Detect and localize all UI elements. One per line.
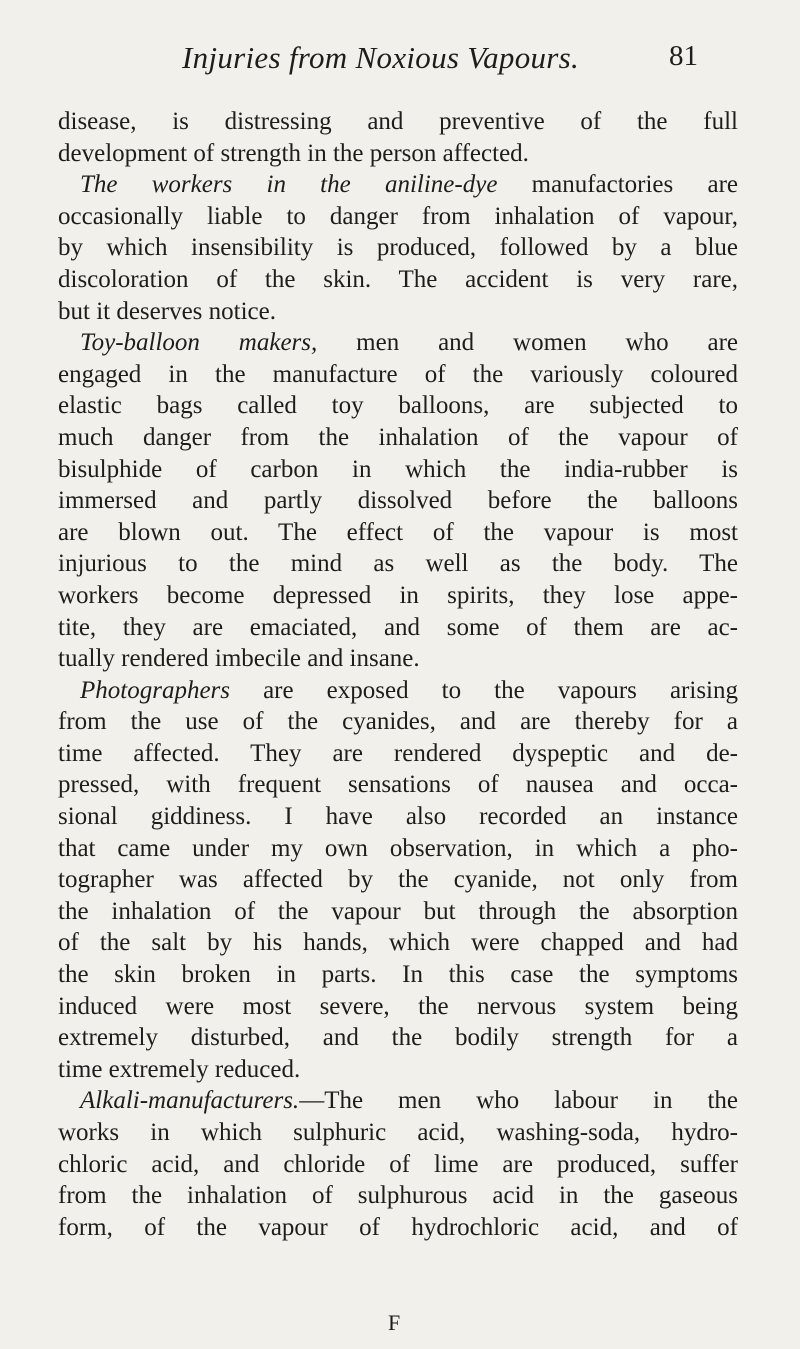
- text-line: are blown out. The effect of the vapour is most: [58, 518, 738, 546]
- text-line: extremely disturbed, and the bodily strength for a: [58, 1024, 738, 1052]
- text-line: from the inhalation of sulphurous acid in the gaseous: [58, 1182, 738, 1210]
- page-number: 81: [669, 40, 698, 72]
- text-line: [58, 1085, 738, 1117]
- running-title: Injuries from Noxious Vapours.: [182, 40, 580, 75]
- text-line: sional giddiness. I have also recorded an instance: [58, 803, 738, 831]
- text-line: much danger from the inhalation of the vapour of: [58, 423, 738, 451]
- text-line: tographer was affected by the cyanide, not only from: [58, 866, 738, 894]
- section-heading-toy-balloon: Toy-balloon makers,: [80, 329, 318, 357]
- text-line: elastic bags called toy balloons, are subjected to: [58, 392, 738, 420]
- text-line: bisulphide of carbon in which the india-rubber is: [58, 455, 738, 483]
- text-line: engaged in the manufacture of the variously coloured: [58, 360, 738, 388]
- body-text: [58, 106, 738, 1243]
- text-line: tite, they are emaciated, and some of them are ac-: [58, 613, 738, 641]
- text-line: chloric acid, and chloride of lime are produced, suffer: [58, 1150, 738, 1178]
- text-line: [58, 327, 738, 359]
- text-line: discoloration of the skin. The accident is very rare,: [58, 265, 738, 293]
- section-heading-aniline: The workers in the aniline-dye: [80, 171, 498, 199]
- text-line: workers become depressed in spirits, they lose appe-: [58, 581, 738, 609]
- text-line: form, of the vapour of hydrochloric acid, and of: [58, 1213, 738, 1241]
- text-line: the inhalation of the vapour but through the absorption: [58, 897, 738, 925]
- text-line: that came under my own observation, in which a pho-: [58, 834, 738, 862]
- section-heading-alkali: Alkali-manufacturers.: [80, 1087, 300, 1115]
- text-line: time extremely reduced.: [58, 1055, 301, 1083]
- text-line: time affected. They are rendered dyspeptic and de-: [58, 739, 738, 767]
- text-line: [58, 675, 738, 707]
- text-line: immersed and partly dissolved before the balloons: [58, 487, 738, 515]
- text-line: injurious to the mind as well as the body. The: [58, 550, 738, 578]
- text-line: pressed, with frequent sensations of nausea and occa-: [58, 771, 738, 799]
- text-line: of the salt by his hands, which were chapped and had: [58, 929, 738, 957]
- section-heading-photographers: Photographers: [80, 676, 230, 704]
- text-run: —The men who labour in the: [299, 1087, 738, 1115]
- text-line: works in which sulphuric acid, washing-soda, hydro-: [58, 1119, 738, 1146]
- text-line: [58, 169, 738, 201]
- text-line: disease, is distressing and preventive of the full: [58, 108, 738, 135]
- text-line: from the use of the cyanides, and are thereby for a: [58, 708, 738, 736]
- text-run: men and women who are: [317, 329, 738, 357]
- signature-mark: F: [388, 1310, 401, 1335]
- text-line: tually rendered imbecile and insane.: [58, 645, 420, 673]
- text-line: by which insensibility is produced, followed by a blue: [58, 234, 738, 262]
- text-line: but it deserves notice.: [58, 297, 276, 325]
- text-run: are exposed to the vapours arising: [230, 676, 738, 704]
- text-line: occasionally liable to danger from inhalation of vapour,: [58, 202, 738, 230]
- text-run: manufactories are: [497, 171, 738, 199]
- page-header: [0, 40, 800, 80]
- text-line: induced were most severe, the nervous system being: [58, 992, 738, 1020]
- text-line: development of strength in the person affected.: [58, 139, 529, 167]
- text-line: the skin broken in parts. In this case the symptoms: [58, 961, 738, 989]
